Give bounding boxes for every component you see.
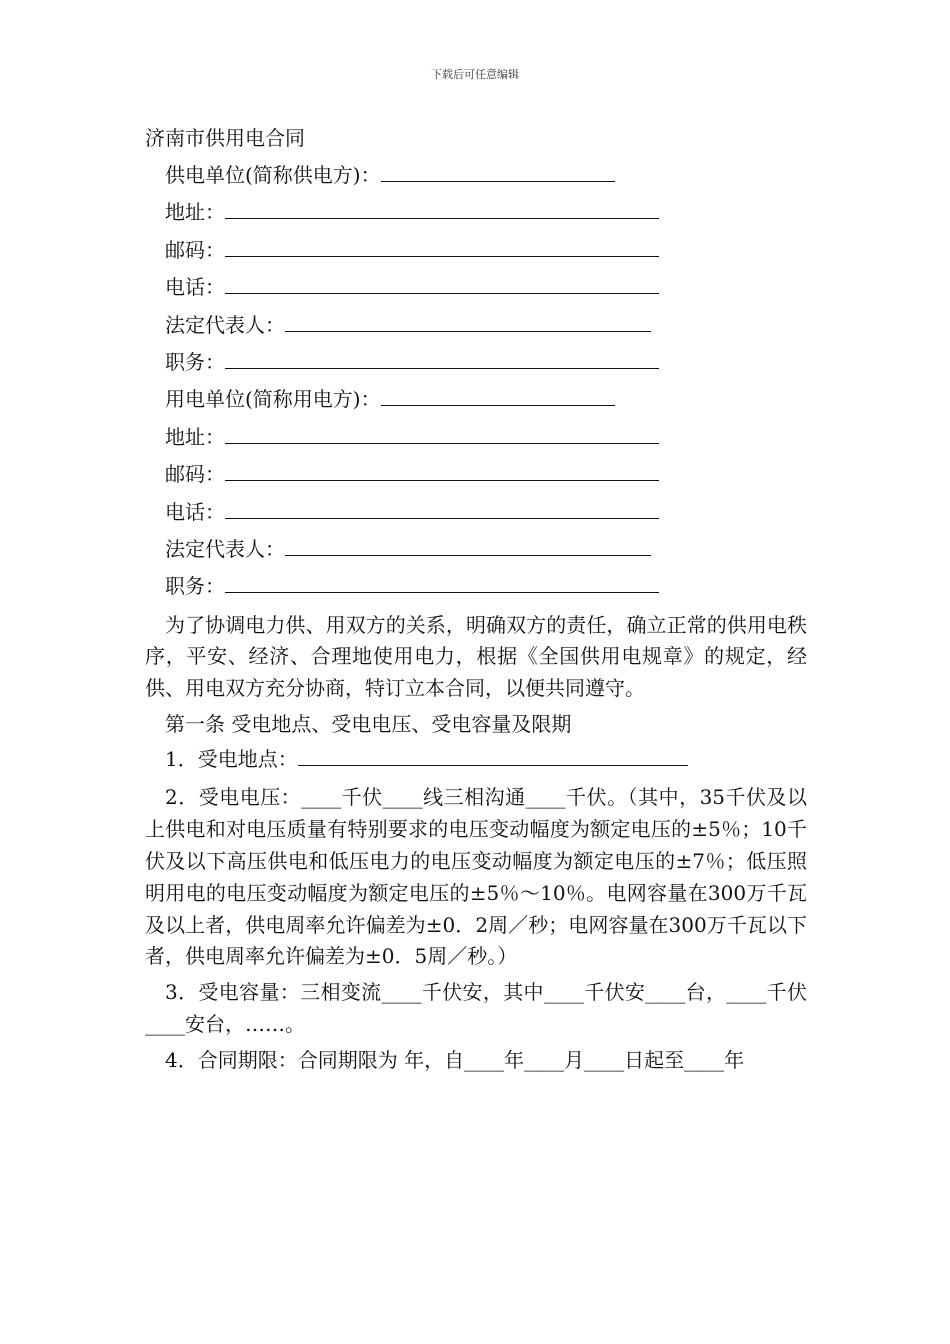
supplier-address-label: 地址： xyxy=(165,200,225,225)
supplier-postcode-field xyxy=(145,236,807,273)
supplier-rep-label: 法定代表人： xyxy=(165,312,285,337)
user-position-field xyxy=(145,572,807,609)
user-rep-label: 法定代表人： xyxy=(165,536,285,561)
user-position-label: 职务： xyxy=(165,574,225,599)
page-header-note: 下载后可任意编辑 xyxy=(431,68,519,81)
article1-item1-field xyxy=(145,745,807,782)
supplier-address-field xyxy=(145,198,807,235)
document-title: 济南市供用电合同 xyxy=(145,126,305,150)
user-unit-blank[interactable] xyxy=(381,386,615,406)
article1-item3: 3．受电容量：三相变流____千伏安，其中____千伏安____台，____千伏____安台，……。 xyxy=(145,980,807,1037)
supplier-position-field xyxy=(145,348,807,385)
supplier-rep-blank[interactable] xyxy=(285,312,651,332)
supplier-unit-blank[interactable] xyxy=(381,162,615,182)
user-postcode-label: 邮码： xyxy=(165,462,225,487)
supplier-phone-label: 电话： xyxy=(165,275,225,300)
preamble-paragraph: 为了协调电力供、用双方的关系，明确双方的责任，确立正常的供用电秩序，平安、经济、合理地使用电力，根据《全国供用电规章》的规定，经供、用电双方充分协商，特订立本合同，以便共同遵守。 xyxy=(145,612,807,701)
supplier-unit-label: 供电单位(简称供电方)： xyxy=(165,163,381,187)
user-unit-label: 用电单位(简称用电方)： xyxy=(165,387,381,412)
supplier-address-blank[interactable] xyxy=(225,199,659,219)
supplier-postcode-label: 邮码： xyxy=(165,237,225,262)
user-rep-field xyxy=(145,535,807,572)
supplier-unit-field xyxy=(145,161,807,198)
user-rep-blank[interactable] xyxy=(285,536,651,556)
article1-item2: 2．受电电压：____千伏____线三相沟通____千伏。（其中，35千伏及以上供电和对电压质量有特别要求的电压变动幅度为额定电压的±5％；10千伏及以下高压供电和低压电力的电压变动幅度为额定电压的±7％；低压照明用电的电压变动幅度为额定电压的±5％～10％。电网容量在300万千瓦及以上者，供电周率允许偏差为±0．2周／秒；电网容量在300万千瓦以下者，供电周率允许偏差为±0．5周／秒。） xyxy=(145,785,807,969)
user-address-field xyxy=(145,423,807,460)
user-unit-field xyxy=(145,385,807,422)
contract-document xyxy=(145,124,807,1081)
article1-item4: 4．合同期限：合同期限为 年，自____年____月____日起至____年 xyxy=(165,1047,745,1072)
supplier-rep-field xyxy=(145,311,807,348)
supplier-phone-blank[interactable] xyxy=(225,274,659,294)
supplier-postcode-blank[interactable] xyxy=(225,237,659,257)
user-position-blank[interactable] xyxy=(225,573,659,593)
user-postcode-field xyxy=(145,460,807,497)
supplier-position-blank[interactable] xyxy=(225,349,659,369)
article1-heading: 第一条 受电地点、受电电压、受电容量及限期 xyxy=(165,712,572,737)
user-phone-field xyxy=(145,498,807,535)
supplier-phone-field xyxy=(145,273,807,310)
user-address-blank[interactable] xyxy=(225,424,659,444)
user-phone-label: 电话： xyxy=(165,499,225,524)
article1-item1-blank[interactable] xyxy=(298,746,688,766)
article1-item1-label: 1．受电地点： xyxy=(165,747,298,772)
user-address-label: 地址： xyxy=(165,424,225,449)
user-postcode-blank[interactable] xyxy=(225,461,659,481)
user-phone-blank[interactable] xyxy=(225,499,659,519)
supplier-position-label: 职务： xyxy=(165,349,225,374)
